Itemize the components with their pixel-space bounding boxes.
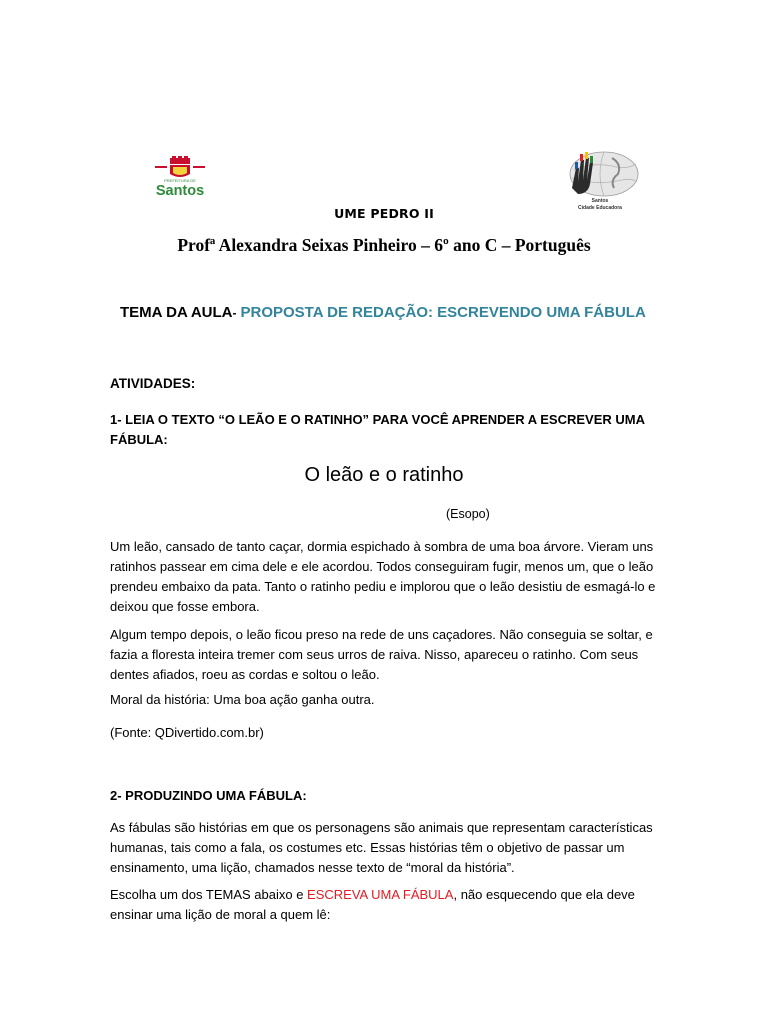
instruction-part-2: abaixo e <box>250 887 308 902</box>
story-moral: Moral da história: Uma boa ação ganha outra. <box>110 692 375 707</box>
lesson-theme <box>120 304 646 321</box>
cidade-educadora-logo <box>552 148 648 212</box>
globe-hand-icon <box>570 152 638 196</box>
logo-small-text: PREFEITURA DE <box>164 178 196 183</box>
instruction-highlight: ESCREVA UMA FÁBULA <box>307 887 454 902</box>
lesson-theme-value: PROPOSTA DE REDAÇÃO: ESCREVENDO UMA FÁBULA <box>240 304 646 321</box>
question-1: 1- LEIA O TEXTO “O LEÃO E O RATINHO” PARA VOCÊ APRENDER A ESCREVER UMA FÁBULA: <box>110 412 645 447</box>
teacher-course-line: Profª Alexandra Seixas Pinheiro – 6º ano C – Português <box>177 235 591 255</box>
story-paragraph-2: Algum tempo depois, o leão ficou preso na rede de uns caçadores. Não conseguia se soltar, e fazia a floresta inteira tremer com seus urros de raiva. Nisso, apareceu o ratinho. Com seus dentes afiados, roeu as cordas e soltou o leão. <box>110 627 653 682</box>
story-title: O leão e o ratinho <box>304 464 464 486</box>
instruction-part-3: , não esquecendo que ela deve ensinar uma lição de moral a quem lê: <box>110 887 635 922</box>
logo-cidade-educadora-label: Cidade Educadora <box>578 205 622 211</box>
instruction-part-1: Escolha um dos <box>110 887 206 902</box>
santos-city-logo <box>132 156 228 198</box>
story-author: (Esopo) <box>446 507 490 521</box>
lesson-theme-separator: - <box>232 306 237 320</box>
writing-instruction <box>110 885 670 925</box>
santos-crest-icon <box>155 156 205 177</box>
story-paragraph-1: Um leão, cansado de tanto caçar, dormia espichado à sombra de uma boa árvore. Vieram uns ratinhos passear em cima dele e ele acordou. Todos conseguiram fugir, menos um, que o leão prendeu embaixo da pata. Tanto o ratinho pediu e implorou que o leão desistiu de esmagá-lo e deixou que fosse embora. <box>110 539 656 614</box>
activities-heading: ATIVIDADES: <box>110 376 196 391</box>
school-name: UME PEDRO II <box>334 206 434 221</box>
story-source: (Fonte: QDivertido.com.br) <box>110 725 264 740</box>
lesson-theme-label: TEMA DA AULA <box>120 304 233 321</box>
logo-santos-text: Santos <box>155 183 205 198</box>
instruction-temas: TEMAS <box>205 887 251 902</box>
fables-explanation: As fábulas são histórias em que os personagens são animais que representam características humanas, tais como a fala, os costumes etc. Essas histórias têm o objetivo de passar um ensinamento, uma lição, chamados nesse texto de “moral da história”. <box>110 820 653 875</box>
question-2: 2- PRODUZINDO UMA FÁBULA: <box>110 788 307 803</box>
logo-santos-label: Santos <box>591 198 609 204</box>
